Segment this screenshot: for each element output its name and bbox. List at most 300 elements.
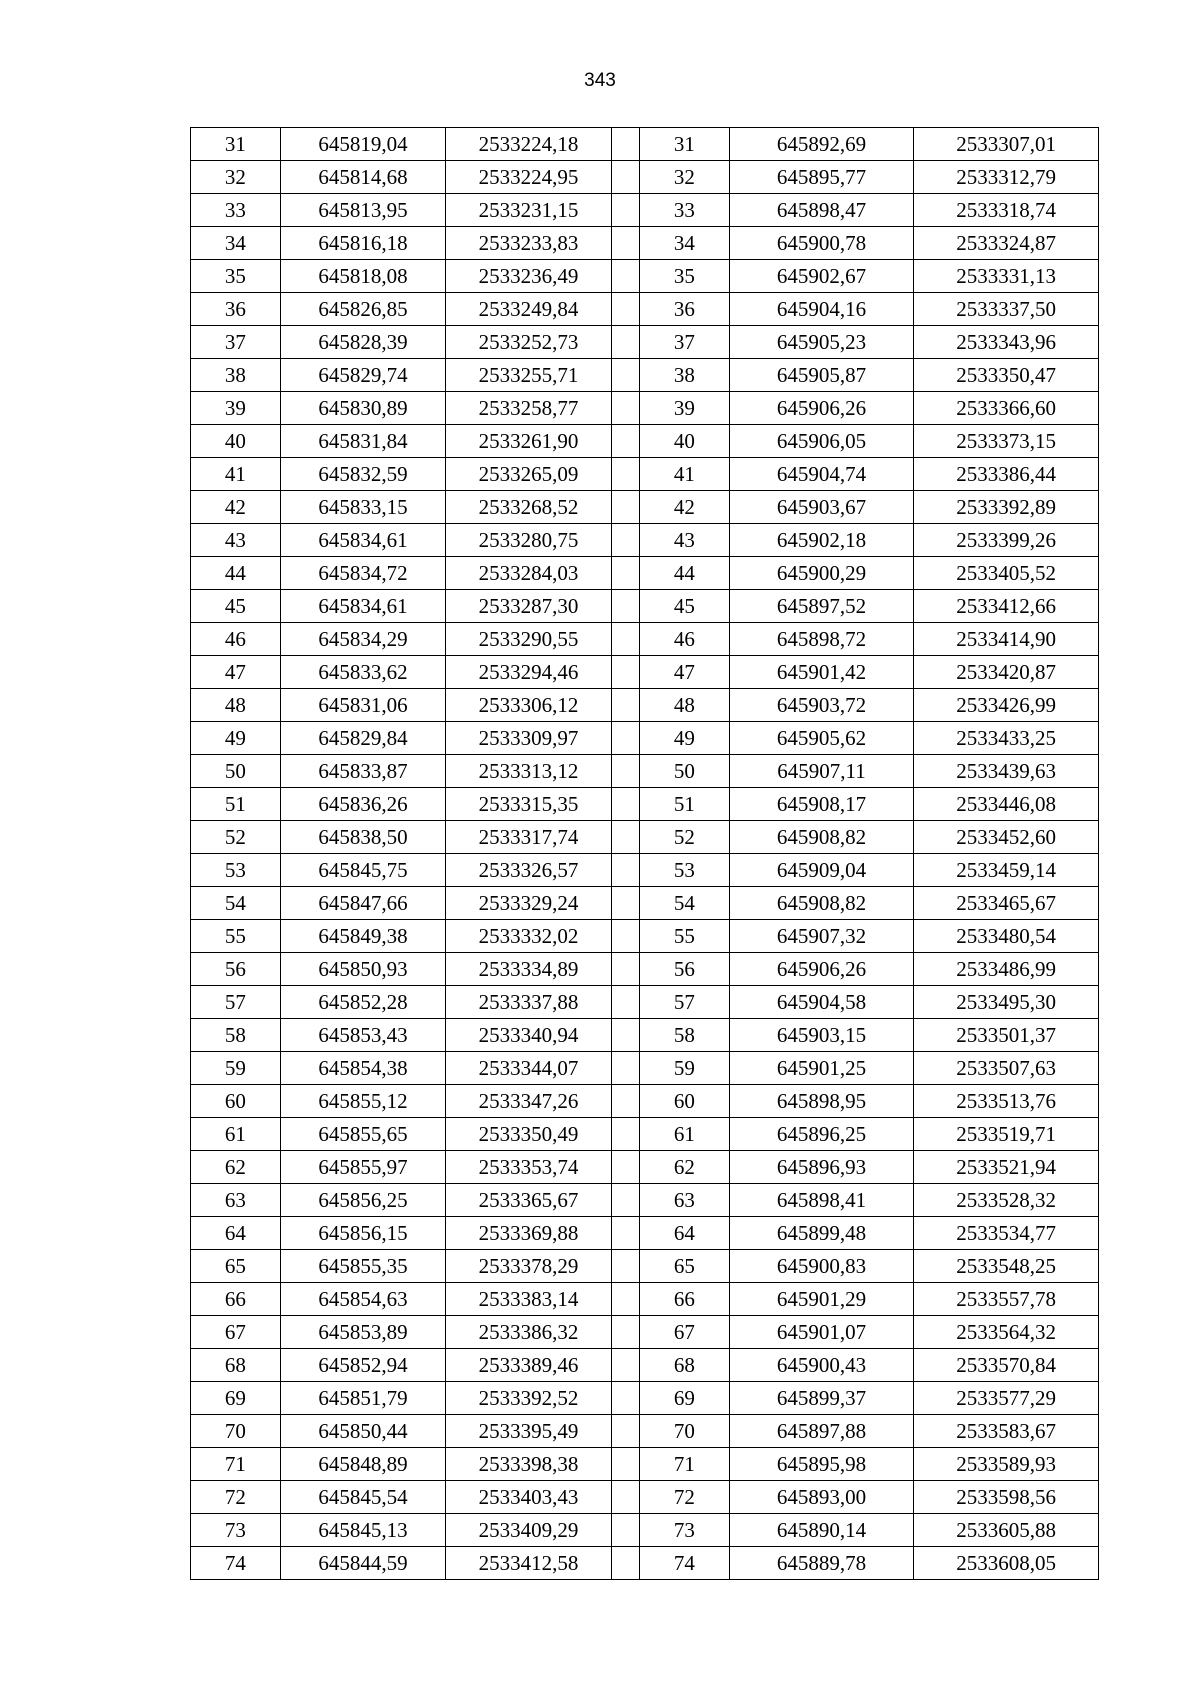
point-number-left: 73 <box>191 1514 281 1547</box>
x-coordinate-left: 645853,89 <box>280 1316 445 1349</box>
spacer-cell <box>611 1349 639 1382</box>
y-coordinate-left: 2533315,35 <box>446 788 611 821</box>
x-coordinate-right: 645892,69 <box>729 128 914 161</box>
table-row <box>191 788 1099 821</box>
table-row <box>191 623 1099 656</box>
x-coordinate-left: 645856,25 <box>280 1184 445 1217</box>
x-coordinate-right: 645906,05 <box>729 425 914 458</box>
spacer-cell <box>611 1019 639 1052</box>
table-row <box>191 260 1099 293</box>
point-number-left: 56 <box>191 953 281 986</box>
table-row <box>191 392 1099 425</box>
spacer-cell <box>611 326 639 359</box>
y-coordinate-left: 2533287,30 <box>446 590 611 623</box>
table-row <box>191 557 1099 590</box>
x-coordinate-left: 645834,29 <box>280 623 445 656</box>
y-coordinate-left: 2533252,73 <box>446 326 611 359</box>
x-coordinate-right: 645893,00 <box>729 1481 914 1514</box>
x-coordinate-right: 645908,82 <box>729 821 914 854</box>
spacer-cell <box>611 590 639 623</box>
point-number-right: 55 <box>639 920 729 953</box>
y-coordinate-left: 2533350,49 <box>446 1118 611 1151</box>
point-number-right: 64 <box>639 1217 729 1250</box>
x-coordinate-left: 645833,62 <box>280 656 445 689</box>
point-number-left: 70 <box>191 1415 281 1448</box>
point-number-right: 46 <box>639 623 729 656</box>
table-row <box>191 1184 1099 1217</box>
spacer-cell <box>611 260 639 293</box>
point-number-left: 41 <box>191 458 281 491</box>
point-number-left: 59 <box>191 1052 281 1085</box>
point-number-right: 61 <box>639 1118 729 1151</box>
x-coordinate-right: 645901,29 <box>729 1283 914 1316</box>
y-coordinate-right: 2533312,79 <box>914 161 1099 194</box>
table-row <box>191 458 1099 491</box>
spacer-cell <box>611 1415 639 1448</box>
point-number-right: 33 <box>639 194 729 227</box>
y-coordinate-left: 2533340,94 <box>446 1019 611 1052</box>
point-number-right: 36 <box>639 293 729 326</box>
spacer-cell <box>611 755 639 788</box>
y-coordinate-right: 2533557,78 <box>914 1283 1099 1316</box>
table-row <box>191 161 1099 194</box>
point-number-left: 49 <box>191 722 281 755</box>
y-coordinate-right: 2533519,71 <box>914 1118 1099 1151</box>
spacer-cell <box>611 986 639 1019</box>
y-coordinate-right: 2533324,87 <box>914 227 1099 260</box>
x-coordinate-right: 645897,88 <box>729 1415 914 1448</box>
x-coordinate-left: 645851,79 <box>280 1382 445 1415</box>
y-coordinate-right: 2533564,32 <box>914 1316 1099 1349</box>
spacer-cell <box>611 1250 639 1283</box>
spacer-cell <box>611 821 639 854</box>
y-coordinate-right: 2533605,88 <box>914 1514 1099 1547</box>
table-row <box>191 887 1099 920</box>
point-number-right: 35 <box>639 260 729 293</box>
point-number-left: 65 <box>191 1250 281 1283</box>
point-number-left: 71 <box>191 1448 281 1481</box>
x-coordinate-right: 645898,47 <box>729 194 914 227</box>
point-number-right: 51 <box>639 788 729 821</box>
point-number-left: 40 <box>191 425 281 458</box>
x-coordinate-left: 645845,13 <box>280 1514 445 1547</box>
y-coordinate-left: 2533365,67 <box>446 1184 611 1217</box>
spacer-cell <box>611 1085 639 1118</box>
point-number-right: 42 <box>639 491 729 524</box>
y-coordinate-right: 2533366,60 <box>914 392 1099 425</box>
x-coordinate-left: 645850,44 <box>280 1415 445 1448</box>
x-coordinate-right: 645904,16 <box>729 293 914 326</box>
x-coordinate-left: 645845,54 <box>280 1481 445 1514</box>
x-coordinate-left: 645853,43 <box>280 1019 445 1052</box>
x-coordinate-left: 645852,94 <box>280 1349 445 1382</box>
x-coordinate-left: 645856,15 <box>280 1217 445 1250</box>
y-coordinate-left: 2533224,95 <box>446 161 611 194</box>
y-coordinate-left: 2533344,07 <box>446 1052 611 1085</box>
x-coordinate-right: 645904,74 <box>729 458 914 491</box>
point-number-right: 32 <box>639 161 729 194</box>
spacer-cell <box>611 1514 639 1547</box>
y-coordinate-right: 2533386,44 <box>914 458 1099 491</box>
point-number-right: 58 <box>639 1019 729 1052</box>
x-coordinate-right: 645896,93 <box>729 1151 914 1184</box>
spacer-cell <box>611 1547 639 1580</box>
point-number-left: 48 <box>191 689 281 722</box>
point-number-right: 57 <box>639 986 729 1019</box>
point-number-left: 38 <box>191 359 281 392</box>
x-coordinate-right: 645898,41 <box>729 1184 914 1217</box>
y-coordinate-right: 2533459,14 <box>914 854 1099 887</box>
y-coordinate-right: 2533501,37 <box>914 1019 1099 1052</box>
x-coordinate-right: 645895,98 <box>729 1448 914 1481</box>
x-coordinate-left: 645833,87 <box>280 755 445 788</box>
table-row <box>191 1481 1099 1514</box>
table-row <box>191 1052 1099 1085</box>
point-number-left: 50 <box>191 755 281 788</box>
table-row <box>191 854 1099 887</box>
table-row <box>191 1415 1099 1448</box>
y-coordinate-right: 2533507,63 <box>914 1052 1099 1085</box>
x-coordinate-left: 645855,35 <box>280 1250 445 1283</box>
y-coordinate-left: 2533313,12 <box>446 755 611 788</box>
spacer-cell <box>611 623 639 656</box>
x-coordinate-left: 645854,38 <box>280 1052 445 1085</box>
y-coordinate-right: 2533412,66 <box>914 590 1099 623</box>
point-number-right: 70 <box>639 1415 729 1448</box>
y-coordinate-left: 2533383,14 <box>446 1283 611 1316</box>
y-coordinate-right: 2533433,25 <box>914 722 1099 755</box>
x-coordinate-right: 645899,37 <box>729 1382 914 1415</box>
spacer-cell <box>611 458 639 491</box>
x-coordinate-left: 645832,59 <box>280 458 445 491</box>
x-coordinate-left: 645838,50 <box>280 821 445 854</box>
x-coordinate-left: 645855,12 <box>280 1085 445 1118</box>
y-coordinate-left: 2533261,90 <box>446 425 611 458</box>
point-number-left: 63 <box>191 1184 281 1217</box>
point-number-left: 35 <box>191 260 281 293</box>
x-coordinate-right: 645900,43 <box>729 1349 914 1382</box>
point-number-left: 57 <box>191 986 281 1019</box>
x-coordinate-right: 645897,52 <box>729 590 914 623</box>
point-number-left: 34 <box>191 227 281 260</box>
y-coordinate-left: 2533309,97 <box>446 722 611 755</box>
spacer-cell <box>611 887 639 920</box>
point-number-left: 45 <box>191 590 281 623</box>
y-coordinate-left: 2533284,03 <box>446 557 611 590</box>
y-coordinate-right: 2533373,15 <box>914 425 1099 458</box>
y-coordinate-right: 2533426,99 <box>914 689 1099 722</box>
point-number-right: 37 <box>639 326 729 359</box>
x-coordinate-right: 645905,23 <box>729 326 914 359</box>
table-row <box>191 1019 1099 1052</box>
point-number-right: 63 <box>639 1184 729 1217</box>
point-number-right: 60 <box>639 1085 729 1118</box>
point-number-left: 42 <box>191 491 281 524</box>
y-coordinate-left: 2533231,15 <box>446 194 611 227</box>
table-row <box>191 1085 1099 1118</box>
table-row <box>191 359 1099 392</box>
x-coordinate-right: 645903,72 <box>729 689 914 722</box>
point-number-left: 68 <box>191 1349 281 1382</box>
point-number-right: 31 <box>639 128 729 161</box>
x-coordinate-left: 645819,04 <box>280 128 445 161</box>
coordinates-table-body <box>191 128 1099 1580</box>
y-coordinate-left: 2533280,75 <box>446 524 611 557</box>
spacer-cell <box>611 1217 639 1250</box>
point-number-left: 58 <box>191 1019 281 1052</box>
x-coordinate-left: 645828,39 <box>280 326 445 359</box>
x-coordinate-right: 645908,17 <box>729 788 914 821</box>
point-number-left: 67 <box>191 1316 281 1349</box>
table-row <box>191 986 1099 1019</box>
y-coordinate-left: 2533290,55 <box>446 623 611 656</box>
y-coordinate-right: 2533608,05 <box>914 1547 1099 1580</box>
table-row <box>191 953 1099 986</box>
point-number-right: 62 <box>639 1151 729 1184</box>
table-row <box>191 1118 1099 1151</box>
x-coordinate-right: 645901,25 <box>729 1052 914 1085</box>
x-coordinate-right: 645906,26 <box>729 392 914 425</box>
point-number-left: 62 <box>191 1151 281 1184</box>
x-coordinate-right: 645899,48 <box>729 1217 914 1250</box>
x-coordinate-right: 645903,67 <box>729 491 914 524</box>
x-coordinate-left: 645830,89 <box>280 392 445 425</box>
point-number-right: 34 <box>639 227 729 260</box>
point-number-right: 38 <box>639 359 729 392</box>
y-coordinate-right: 2533307,01 <box>914 128 1099 161</box>
x-coordinate-left: 645850,93 <box>280 953 445 986</box>
table-row <box>191 1547 1099 1580</box>
point-number-left: 51 <box>191 788 281 821</box>
x-coordinate-left: 645833,15 <box>280 491 445 524</box>
spacer-cell <box>611 1184 639 1217</box>
y-coordinate-right: 2533577,29 <box>914 1382 1099 1415</box>
x-coordinate-right: 645907,11 <box>729 755 914 788</box>
x-coordinate-left: 645847,66 <box>280 887 445 920</box>
y-coordinate-right: 2533598,56 <box>914 1481 1099 1514</box>
y-coordinate-right: 2533548,25 <box>914 1250 1099 1283</box>
x-coordinate-left: 645831,06 <box>280 689 445 722</box>
y-coordinate-right: 2533480,54 <box>914 920 1099 953</box>
x-coordinate-left: 645852,28 <box>280 986 445 1019</box>
x-coordinate-right: 645905,87 <box>729 359 914 392</box>
point-number-left: 39 <box>191 392 281 425</box>
point-number-right: 71 <box>639 1448 729 1481</box>
x-coordinate-right: 645903,15 <box>729 1019 914 1052</box>
spacer-cell <box>611 293 639 326</box>
point-number-left: 31 <box>191 128 281 161</box>
x-coordinate-right: 645895,77 <box>729 161 914 194</box>
table-row <box>191 326 1099 359</box>
y-coordinate-left: 2533224,18 <box>446 128 611 161</box>
point-number-left: 61 <box>191 1118 281 1151</box>
y-coordinate-left: 2533268,52 <box>446 491 611 524</box>
y-coordinate-left: 2533265,09 <box>446 458 611 491</box>
y-coordinate-right: 2533414,90 <box>914 623 1099 656</box>
point-number-right: 69 <box>639 1382 729 1415</box>
x-coordinate-right: 645900,29 <box>729 557 914 590</box>
point-number-right: 43 <box>639 524 729 557</box>
y-coordinate-right: 2533350,47 <box>914 359 1099 392</box>
y-coordinate-right: 2533486,99 <box>914 953 1099 986</box>
x-coordinate-right: 645909,04 <box>729 854 914 887</box>
y-coordinate-left: 2533389,46 <box>446 1349 611 1382</box>
spacer-cell <box>611 128 639 161</box>
y-coordinate-right: 2533534,77 <box>914 1217 1099 1250</box>
spacer-cell <box>611 722 639 755</box>
point-number-right: 66 <box>639 1283 729 1316</box>
spacer-cell <box>611 656 639 689</box>
x-coordinate-left: 645818,08 <box>280 260 445 293</box>
spacer-cell <box>611 1316 639 1349</box>
spacer-cell <box>611 392 639 425</box>
x-coordinate-left: 645834,61 <box>280 590 445 623</box>
table-row <box>191 1217 1099 1250</box>
y-coordinate-right: 2533570,84 <box>914 1349 1099 1382</box>
x-coordinate-left: 645849,38 <box>280 920 445 953</box>
y-coordinate-left: 2533337,88 <box>446 986 611 1019</box>
point-number-right: 39 <box>639 392 729 425</box>
table-row <box>191 1283 1099 1316</box>
y-coordinate-left: 2533294,46 <box>446 656 611 689</box>
point-number-left: 64 <box>191 1217 281 1250</box>
y-coordinate-right: 2533446,08 <box>914 788 1099 821</box>
point-number-right: 48 <box>639 689 729 722</box>
x-coordinate-left: 645844,59 <box>280 1547 445 1580</box>
x-coordinate-left: 645826,85 <box>280 293 445 326</box>
point-number-right: 52 <box>639 821 729 854</box>
y-coordinate-left: 2533329,24 <box>446 887 611 920</box>
point-number-left: 43 <box>191 524 281 557</box>
spacer-cell <box>611 788 639 821</box>
spacer-cell <box>611 689 639 722</box>
y-coordinate-right: 2533583,67 <box>914 1415 1099 1448</box>
table-row <box>191 689 1099 722</box>
y-coordinate-right: 2533337,50 <box>914 293 1099 326</box>
y-coordinate-left: 2533412,58 <box>446 1547 611 1580</box>
point-number-left: 36 <box>191 293 281 326</box>
table-row <box>191 821 1099 854</box>
y-coordinate-left: 2533386,32 <box>446 1316 611 1349</box>
table-row <box>191 1316 1099 1349</box>
table-row <box>191 128 1099 161</box>
y-coordinate-left: 2533306,12 <box>446 689 611 722</box>
x-coordinate-right: 645906,26 <box>729 953 914 986</box>
point-number-right: 56 <box>639 953 729 986</box>
table-row <box>191 1151 1099 1184</box>
y-coordinate-right: 2533331,13 <box>914 260 1099 293</box>
x-coordinate-left: 645829,84 <box>280 722 445 755</box>
x-coordinate-left: 645845,75 <box>280 854 445 887</box>
table-row <box>191 1514 1099 1547</box>
x-coordinate-right: 645898,72 <box>729 623 914 656</box>
point-number-right: 50 <box>639 755 729 788</box>
point-number-left: 52 <box>191 821 281 854</box>
point-number-left: 33 <box>191 194 281 227</box>
spacer-cell <box>611 227 639 260</box>
point-number-left: 66 <box>191 1283 281 1316</box>
y-coordinate-left: 2533258,77 <box>446 392 611 425</box>
point-number-right: 41 <box>639 458 729 491</box>
y-coordinate-left: 2533255,71 <box>446 359 611 392</box>
point-number-left: 60 <box>191 1085 281 1118</box>
x-coordinate-right: 645898,95 <box>729 1085 914 1118</box>
x-coordinate-left: 645831,84 <box>280 425 445 458</box>
page-number: 343 <box>584 70 616 91</box>
point-number-right: 59 <box>639 1052 729 1085</box>
y-coordinate-left: 2533249,84 <box>446 293 611 326</box>
point-number-left: 69 <box>191 1382 281 1415</box>
table-row <box>191 920 1099 953</box>
point-number-left: 74 <box>191 1547 281 1580</box>
y-coordinate-right: 2533589,93 <box>914 1448 1099 1481</box>
spacer-cell <box>611 1283 639 1316</box>
spacer-cell <box>611 1448 639 1481</box>
y-coordinate-left: 2533398,38 <box>446 1448 611 1481</box>
spacer-cell <box>611 1382 639 1415</box>
table-row <box>191 194 1099 227</box>
point-number-right: 65 <box>639 1250 729 1283</box>
y-coordinate-left: 2533347,26 <box>446 1085 611 1118</box>
point-number-right: 73 <box>639 1514 729 1547</box>
table-row <box>191 293 1099 326</box>
x-coordinate-left: 645836,26 <box>280 788 445 821</box>
y-coordinate-right: 2533405,52 <box>914 557 1099 590</box>
x-coordinate-right: 645896,25 <box>729 1118 914 1151</box>
point-number-left: 44 <box>191 557 281 590</box>
table-row <box>191 1349 1099 1382</box>
y-coordinate-right: 2533521,94 <box>914 1151 1099 1184</box>
point-number-right: 53 <box>639 854 729 887</box>
y-coordinate-right: 2533513,76 <box>914 1085 1099 1118</box>
table-row <box>191 590 1099 623</box>
x-coordinate-right: 645900,83 <box>729 1250 914 1283</box>
x-coordinate-left: 645813,95 <box>280 194 445 227</box>
y-coordinate-left: 2533317,74 <box>446 821 611 854</box>
y-coordinate-right: 2533528,32 <box>914 1184 1099 1217</box>
y-coordinate-right: 2533399,26 <box>914 524 1099 557</box>
y-coordinate-left: 2533334,89 <box>446 953 611 986</box>
point-number-left: 32 <box>191 161 281 194</box>
point-number-right: 67 <box>639 1316 729 1349</box>
y-coordinate-right: 2533465,67 <box>914 887 1099 920</box>
point-number-right: 54 <box>639 887 729 920</box>
x-coordinate-left: 645854,63 <box>280 1283 445 1316</box>
table-row <box>191 755 1099 788</box>
x-coordinate-left: 645855,65 <box>280 1118 445 1151</box>
x-coordinate-left: 645855,97 <box>280 1151 445 1184</box>
x-coordinate-right: 645904,58 <box>729 986 914 1019</box>
point-number-left: 46 <box>191 623 281 656</box>
x-coordinate-left: 645829,74 <box>280 359 445 392</box>
point-number-right: 68 <box>639 1349 729 1382</box>
x-coordinate-left: 645848,89 <box>280 1448 445 1481</box>
y-coordinate-left: 2533392,52 <box>446 1382 611 1415</box>
x-coordinate-right: 645908,82 <box>729 887 914 920</box>
point-number-left: 37 <box>191 326 281 359</box>
table-row <box>191 491 1099 524</box>
x-coordinate-right: 645901,07 <box>729 1316 914 1349</box>
table-row <box>191 1250 1099 1283</box>
spacer-cell <box>611 557 639 590</box>
spacer-cell <box>611 953 639 986</box>
point-number-left: 54 <box>191 887 281 920</box>
spacer-cell <box>611 1118 639 1151</box>
spacer-cell <box>611 1052 639 1085</box>
y-coordinate-right: 2533318,74 <box>914 194 1099 227</box>
y-coordinate-left: 2533409,29 <box>446 1514 611 1547</box>
x-coordinate-right: 645900,78 <box>729 227 914 260</box>
